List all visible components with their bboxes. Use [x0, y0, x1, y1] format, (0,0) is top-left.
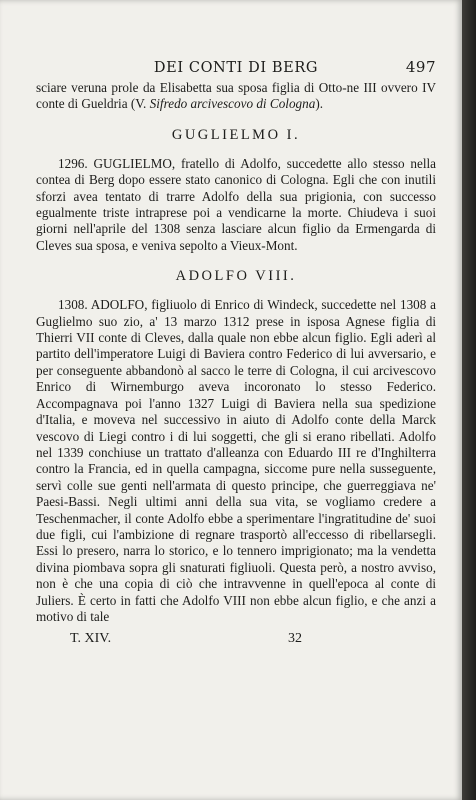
volume-signature: T. XIV.	[70, 631, 112, 647]
intro-text-end: ).	[315, 96, 324, 112]
paragraph-guglielmo: 1296. GUGLIELMO, fratello di Adolfo, succedette allo stesso nella contea di Berg dopo essere stato canonico di Cologna. Egli che con inutili sforzi avea tentato di trarre Adolfo della sua prigionia, con successo egualmente triste intraprese poi a vendicarne la morte. Chiudeva i suoi giorni nell'aprile del 1308 senza lasciare alcun figlio da Ermengarda di Cleves sua sposa, e veniva sepolto a Vieux-Mont.	[36, 155, 436, 253]
intro-text-start: sciare veruna prole da Elisabetta sua sposa figlia di Otto-ne III ovvero IV conte di Gueldria (V.	[36, 80, 436, 112]
intro-paragraph	[36, 80, 436, 113]
page-edge-shadow	[462, 0, 476, 800]
running-head	[36, 58, 436, 80]
intro-italic-reference: Sifredo arcivescovo di Cologna	[149, 96, 316, 112]
page-content	[36, 58, 436, 649]
sheet-number: 32	[288, 631, 302, 647]
section-heading-adolfo: ADOLFO VIII.	[175, 268, 297, 285]
page-number: 497	[405, 58, 436, 76]
paragraph-adolfo: 1308. ADOLFO, figliuolo di Enrico di Windeck, succedette nel 1308 a Guglielmo suo zio, a' 13 marzo 1312 prese in isposa Agnese figlia di Thierri VII conte di Cleves, dalla quale non ebbe alcun figlio. Egli aderì al partito dell'imperatore Luigi di Baviera contro Federico di lui avversario, e per conseguente abbandonò al sacco le terre di Cologna, il cui arcivescovo Enrico di Wirnemburgo aveva incoronato lo stesso Federico. Accompagnava poi l'anno 1327 Luigi di Baviera nella sua spedizione d'Italia, e moveva nel successivo in aiuto di Adolfo conte della Marck vescovo di Liegi contro i di lui soggetti, che gli si erano ribellati. Adolfo nel 1339 conchiuse un trattato d'alleanza con Eduardo III re d'Inghilterra contro la Francia, ed in quella campagna, siccome pure nella susseguente, servì colle sue genti nell'armata di questo principe, che guerreggiava ne' Paesi-Bassi. Negli ultimi anni della sua vita, se vogliamo credere a Teschenmacher, il conte Adolfo ebbe a sperimentare l'ingratitudine de' suoi due figli, cui l'ambizione di regnare trasportò all'eccesso di ribellarsegli. Essi lo presero, narra lo storico, e lo tennero imprigionato; ma la vendetta divina piombava sopra gli snaturati figliuoli. Questa però, a nostro avviso, non è che una copia di ciò che intravvenne in quell'epoca al conte di Juliers. È certo in fatti che Adolfo VIII non ebbe alcun figlio, e che anzi a motivo di tale	[36, 297, 436, 624]
page-footer	[36, 631, 436, 649]
section-heading-guglielmo: GUGLIELMO I.	[171, 126, 301, 143]
running-title: DEI CONTI DI BERG	[153, 60, 319, 76]
